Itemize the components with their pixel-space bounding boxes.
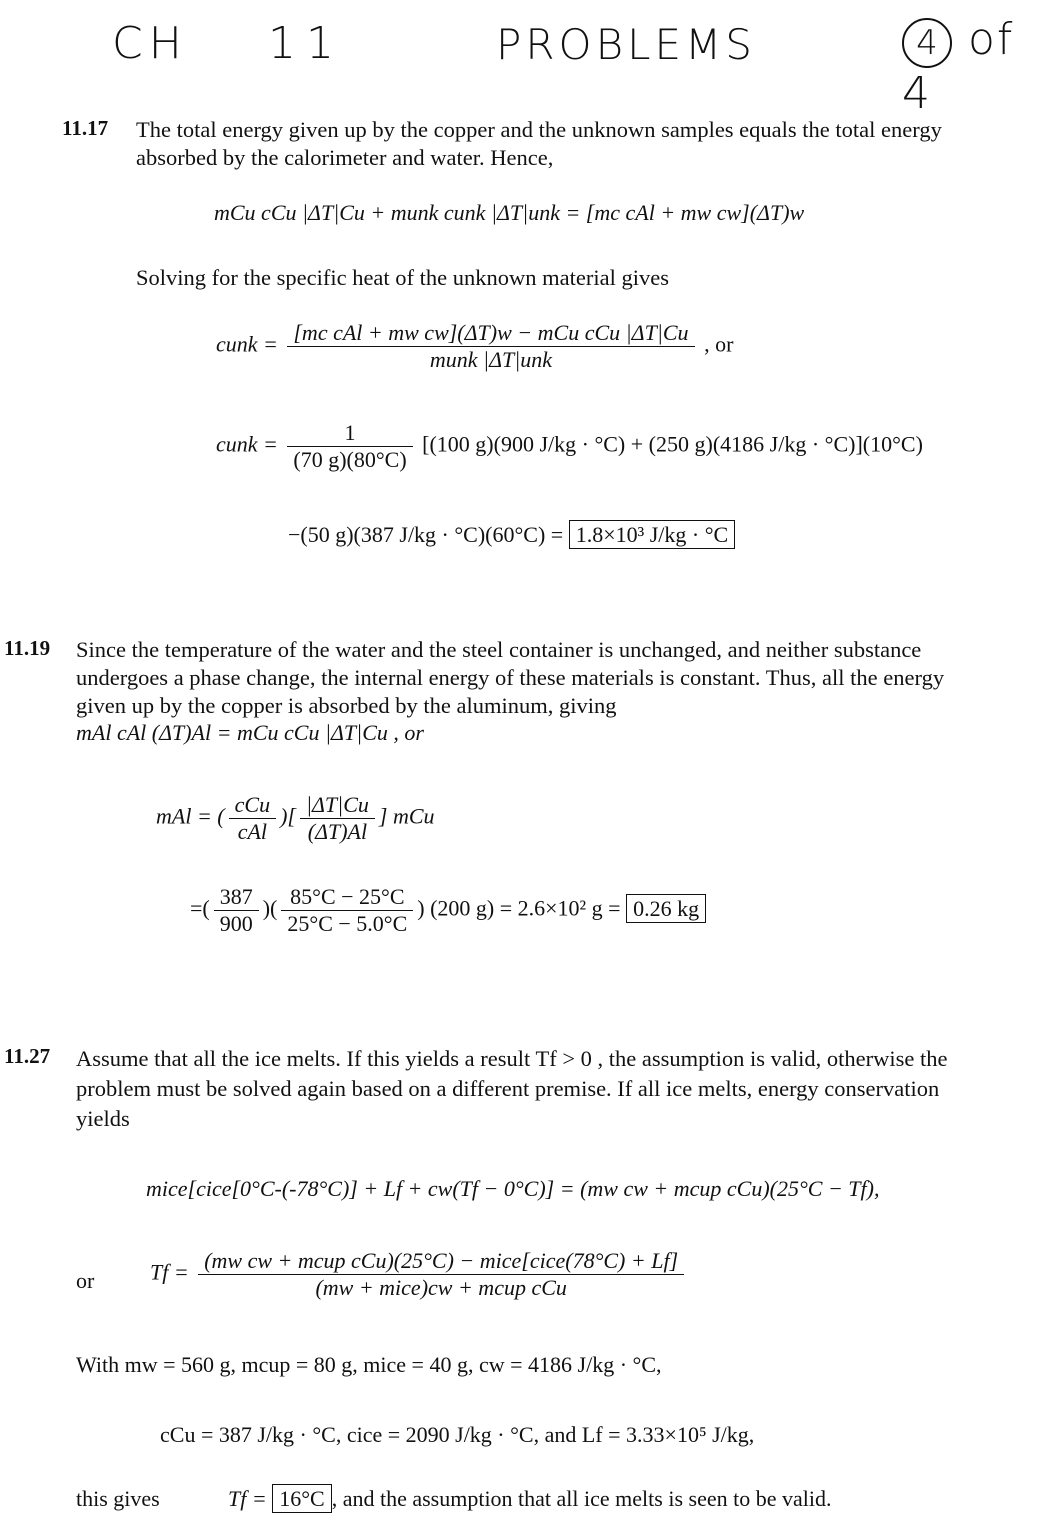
fraction <box>287 320 694 373</box>
fraction-numerator: cCu <box>229 792 276 819</box>
page-current-circle: 4 <box>902 18 952 68</box>
eq-lhs: cunk = <box>216 331 278 357</box>
boxed-answer: 16°C <box>272 1484 331 1513</box>
fraction <box>281 884 413 937</box>
fraction-denominator: cAl <box>237 819 268 844</box>
equation-11-17-cunk <box>216 320 733 373</box>
conclusion-text: , and the assumption that all ice melts is seen to be valid. <box>331 1486 832 1511</box>
fraction <box>229 792 276 845</box>
problem-number-11-19: 11.19 <box>4 636 51 660</box>
fraction-denominator: munk |ΔT|unk <box>429 347 553 372</box>
fraction-denominator: (mw + mice)cw + mcup cCu <box>315 1275 567 1300</box>
fraction-denominator: (70 g)(80°C) <box>293 447 407 472</box>
equation-11-27-energy-conservation: mice[cice[0°C-(-78°C)] + Lf + cw(Tf − 0°C)] = (mw cw + mcup cCu)(25°C − Tf), <box>146 1176 880 1201</box>
eq-lhs: cunk = <box>216 431 278 457</box>
fraction-numerator: 1 <box>287 420 412 447</box>
values-line-1: With mw = 560 g, mcup = 80 g, mice = 40 g, cw = 4186 J/kg · °C, <box>76 1352 662 1377</box>
label-this-gives: this gives <box>76 1486 160 1511</box>
eq-rhs: [(100 g)(900 J/kg · °C) + (250 g)(4186 J/kg · °C)](10°C) <box>422 431 923 457</box>
eq-tail: (200 g) = 2.6×10² g = <box>430 895 621 921</box>
fraction <box>300 792 375 845</box>
equation-11-19-numeric: =( $\frac{387}{900}$ )( $\frac{85^\circ C - 25^\circ C}{25^\circ C - 5.0^\circ C}$ ) (200 g) = 2.6×10² g = 0.26 kg <box>190 884 706 937</box>
fraction-numerator: |ΔT|Cu <box>300 792 375 819</box>
eq-expression: −(50 g)(387 J/kg · °C)(60°C) = <box>288 522 564 547</box>
equation-11-19-inline: mAl cAl (ΔT)Al = mCu cCu |ΔT|Cu , or <box>76 720 424 745</box>
problem-11-17-text: The total energy given up by the copper and the unknown samples equals the total energy absorbed by the calorimeter and water. Hence, <box>136 117 942 170</box>
label-or: or <box>76 1268 95 1293</box>
equation-11-27-tf <box>150 1248 688 1301</box>
problem-number-11-27: 11.27 <box>4 1044 51 1068</box>
header-page-indicator <box>902 14 1060 119</box>
fraction-denominator: (ΔT)Al <box>307 819 368 844</box>
fraction <box>198 1248 684 1301</box>
problem-11-27-text: Assume that all the ice melts. If this yields a result Tf > 0 , the assumption is valid, otherwise the problem must be solved again based on a different premise. If all ice melts, energy conservation yields <box>76 1046 948 1131</box>
header-ch: CH <box>112 18 188 69</box>
problem-11-19-text: Since the temperature of the water and the steel container is unchanged, and neither substance undergoes a phase change, the internal energy of these materials is constant. Thus, all the energy given up by the copper is absorbed by the aluminum, giving <box>76 637 945 718</box>
boxed-answer: 0.26 kg <box>626 894 706 923</box>
eq-tail: , or <box>704 331 734 357</box>
fraction <box>214 884 259 937</box>
header-title: PROBLEMS <box>496 20 756 69</box>
fraction-numerator: (mw cw + mcup cCu)(25°C) − mice[cice(78°C) + Lf] <box>198 1248 684 1275</box>
header-chapter-number: 11 <box>268 18 344 69</box>
fraction-numerator: 85°C − 25°C <box>281 884 413 911</box>
equation-11-17-result <box>288 522 735 548</box>
equation-11-17-numeric <box>216 420 923 473</box>
eq-tail: mCu <box>392 803 435 829</box>
eq-lhs: mAl = <box>156 803 212 829</box>
problem-11-17-solve-text: Solving for the specific heat of the unknown material gives <box>136 265 669 290</box>
boxed-answer: 1.8×10³ J/kg · °C <box>569 520 735 549</box>
equation-11-19-mal: mAl = ( $\frac{\text{cCu}}{\text{cAl}}$ )[ $\frac{|\Delta T|Cu}{(\Delta T)Al}$ ] mCu <box>156 792 435 844</box>
fraction-denominator: 25°C − 5.0°C <box>287 911 408 936</box>
eq-lhs: Tf = <box>150 1259 189 1285</box>
page-of: of 4 <box>902 14 1015 119</box>
fraction-numerator: [mc cAl + mw cw](ΔT)w − mCu cCu |ΔT|Cu <box>287 320 694 347</box>
values-line-2: cCu = 387 J/kg · °C, cice = 2090 J/kg · °C, and Lf = 3.33×10⁵ J/kg, <box>160 1422 755 1447</box>
problem-number-11-17: 11.17 <box>62 116 109 140</box>
fraction-numerator: 387 <box>214 884 259 911</box>
eq-lhs: Tf = <box>228 1486 267 1511</box>
equation-11-27-result <box>228 1486 831 1512</box>
fraction-denominator: 900 <box>219 911 253 936</box>
fraction <box>287 420 412 473</box>
equation-11-17-energy-balance: mCu cCu |ΔT|Cu + munk cunk |ΔT|unk = [mc cAl + mw cw](ΔT)w <box>214 200 805 225</box>
